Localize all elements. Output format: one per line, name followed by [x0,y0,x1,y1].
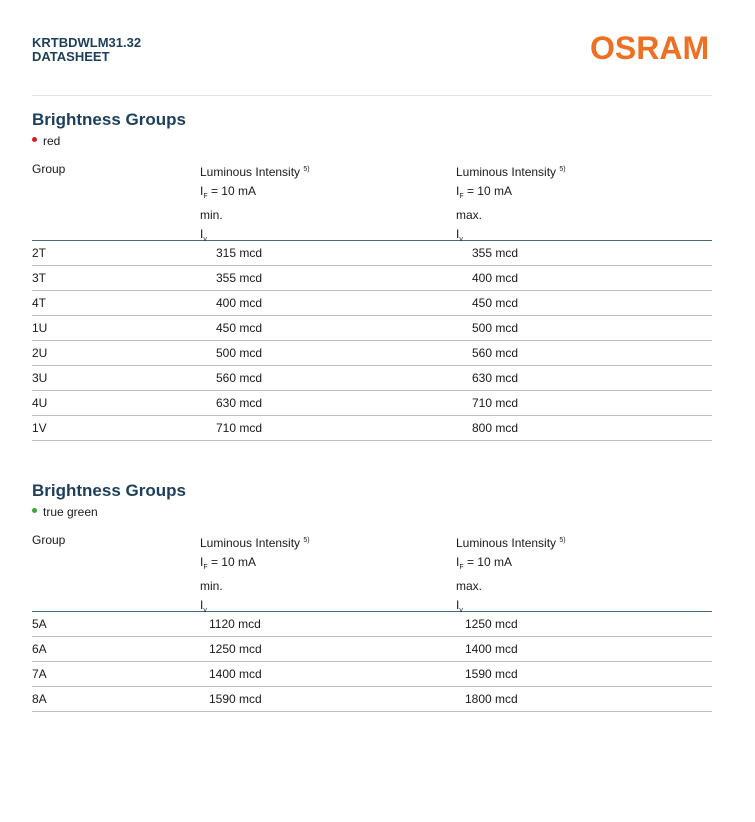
table-row: 4U 630 mcd 710 mcd [32,391,712,416]
red-dot-icon [32,137,37,142]
table-body [32,241,712,441]
col-max-header: Luminous Intensity $^{5)}$ $I_F = 10$ mA max. $I_v$ [456,536,566,614]
section-title: Brightness Groups [32,110,186,129]
table-row: 6A 1250 mcd 1400 mcd [32,637,712,662]
col-max-header: Luminous Intensity $^{5)}$ $I_F = 10$ mA max. $I_v$ [456,165,566,243]
doc-header [32,36,141,64]
table-row: 5A 1120 mcd 1250 mcd [32,612,712,637]
brightness-section-green [32,481,712,712]
osram-logo: OSRAM [590,30,710,66]
col-min-header: Luminous Intensity $^{5)}$ $I_F = 10$ mA min. $I_v$ [200,536,310,614]
col-min-header: Luminous Intensity $^{5)}$ $I_F = 10$ mA min. $I_v$ [200,165,310,243]
table-row: 8A 1590 mcd 1800 mcd [32,687,712,712]
table-row: 3U 560 mcd 630 mcd [32,366,712,391]
table-row: 2T 315 mcd 355 mcd [32,241,712,266]
table-header [32,160,712,243]
table-row: 4T 400 mcd 450 mcd [32,291,712,316]
doc-type: DATASHEET [32,49,110,64]
col-group-header: Group [32,162,66,176]
brightness-section-red [32,110,712,441]
table-header [32,531,712,614]
header-divider [32,95,712,96]
color-label-text: true green [43,505,98,519]
section-title: Brightness Groups [32,481,186,500]
color-label-text: red [43,134,61,148]
color-label [32,505,712,519]
color-label [32,134,712,148]
col-group-header: Group [32,533,66,547]
table-row: 1U 450 mcd 500 mcd [32,316,712,341]
table-row: 7A 1400 mcd 1590 mcd [32,662,712,687]
table-row: 2U 500 mcd 560 mcd [32,341,712,366]
table-row: 3T 355 mcd 400 mcd [32,266,712,291]
part-number: KRTBDWLM31.32 [32,35,142,50]
table-body [32,612,712,712]
green-dot-icon [32,508,37,513]
table-row: 1V 710 mcd 800 mcd [32,416,712,441]
